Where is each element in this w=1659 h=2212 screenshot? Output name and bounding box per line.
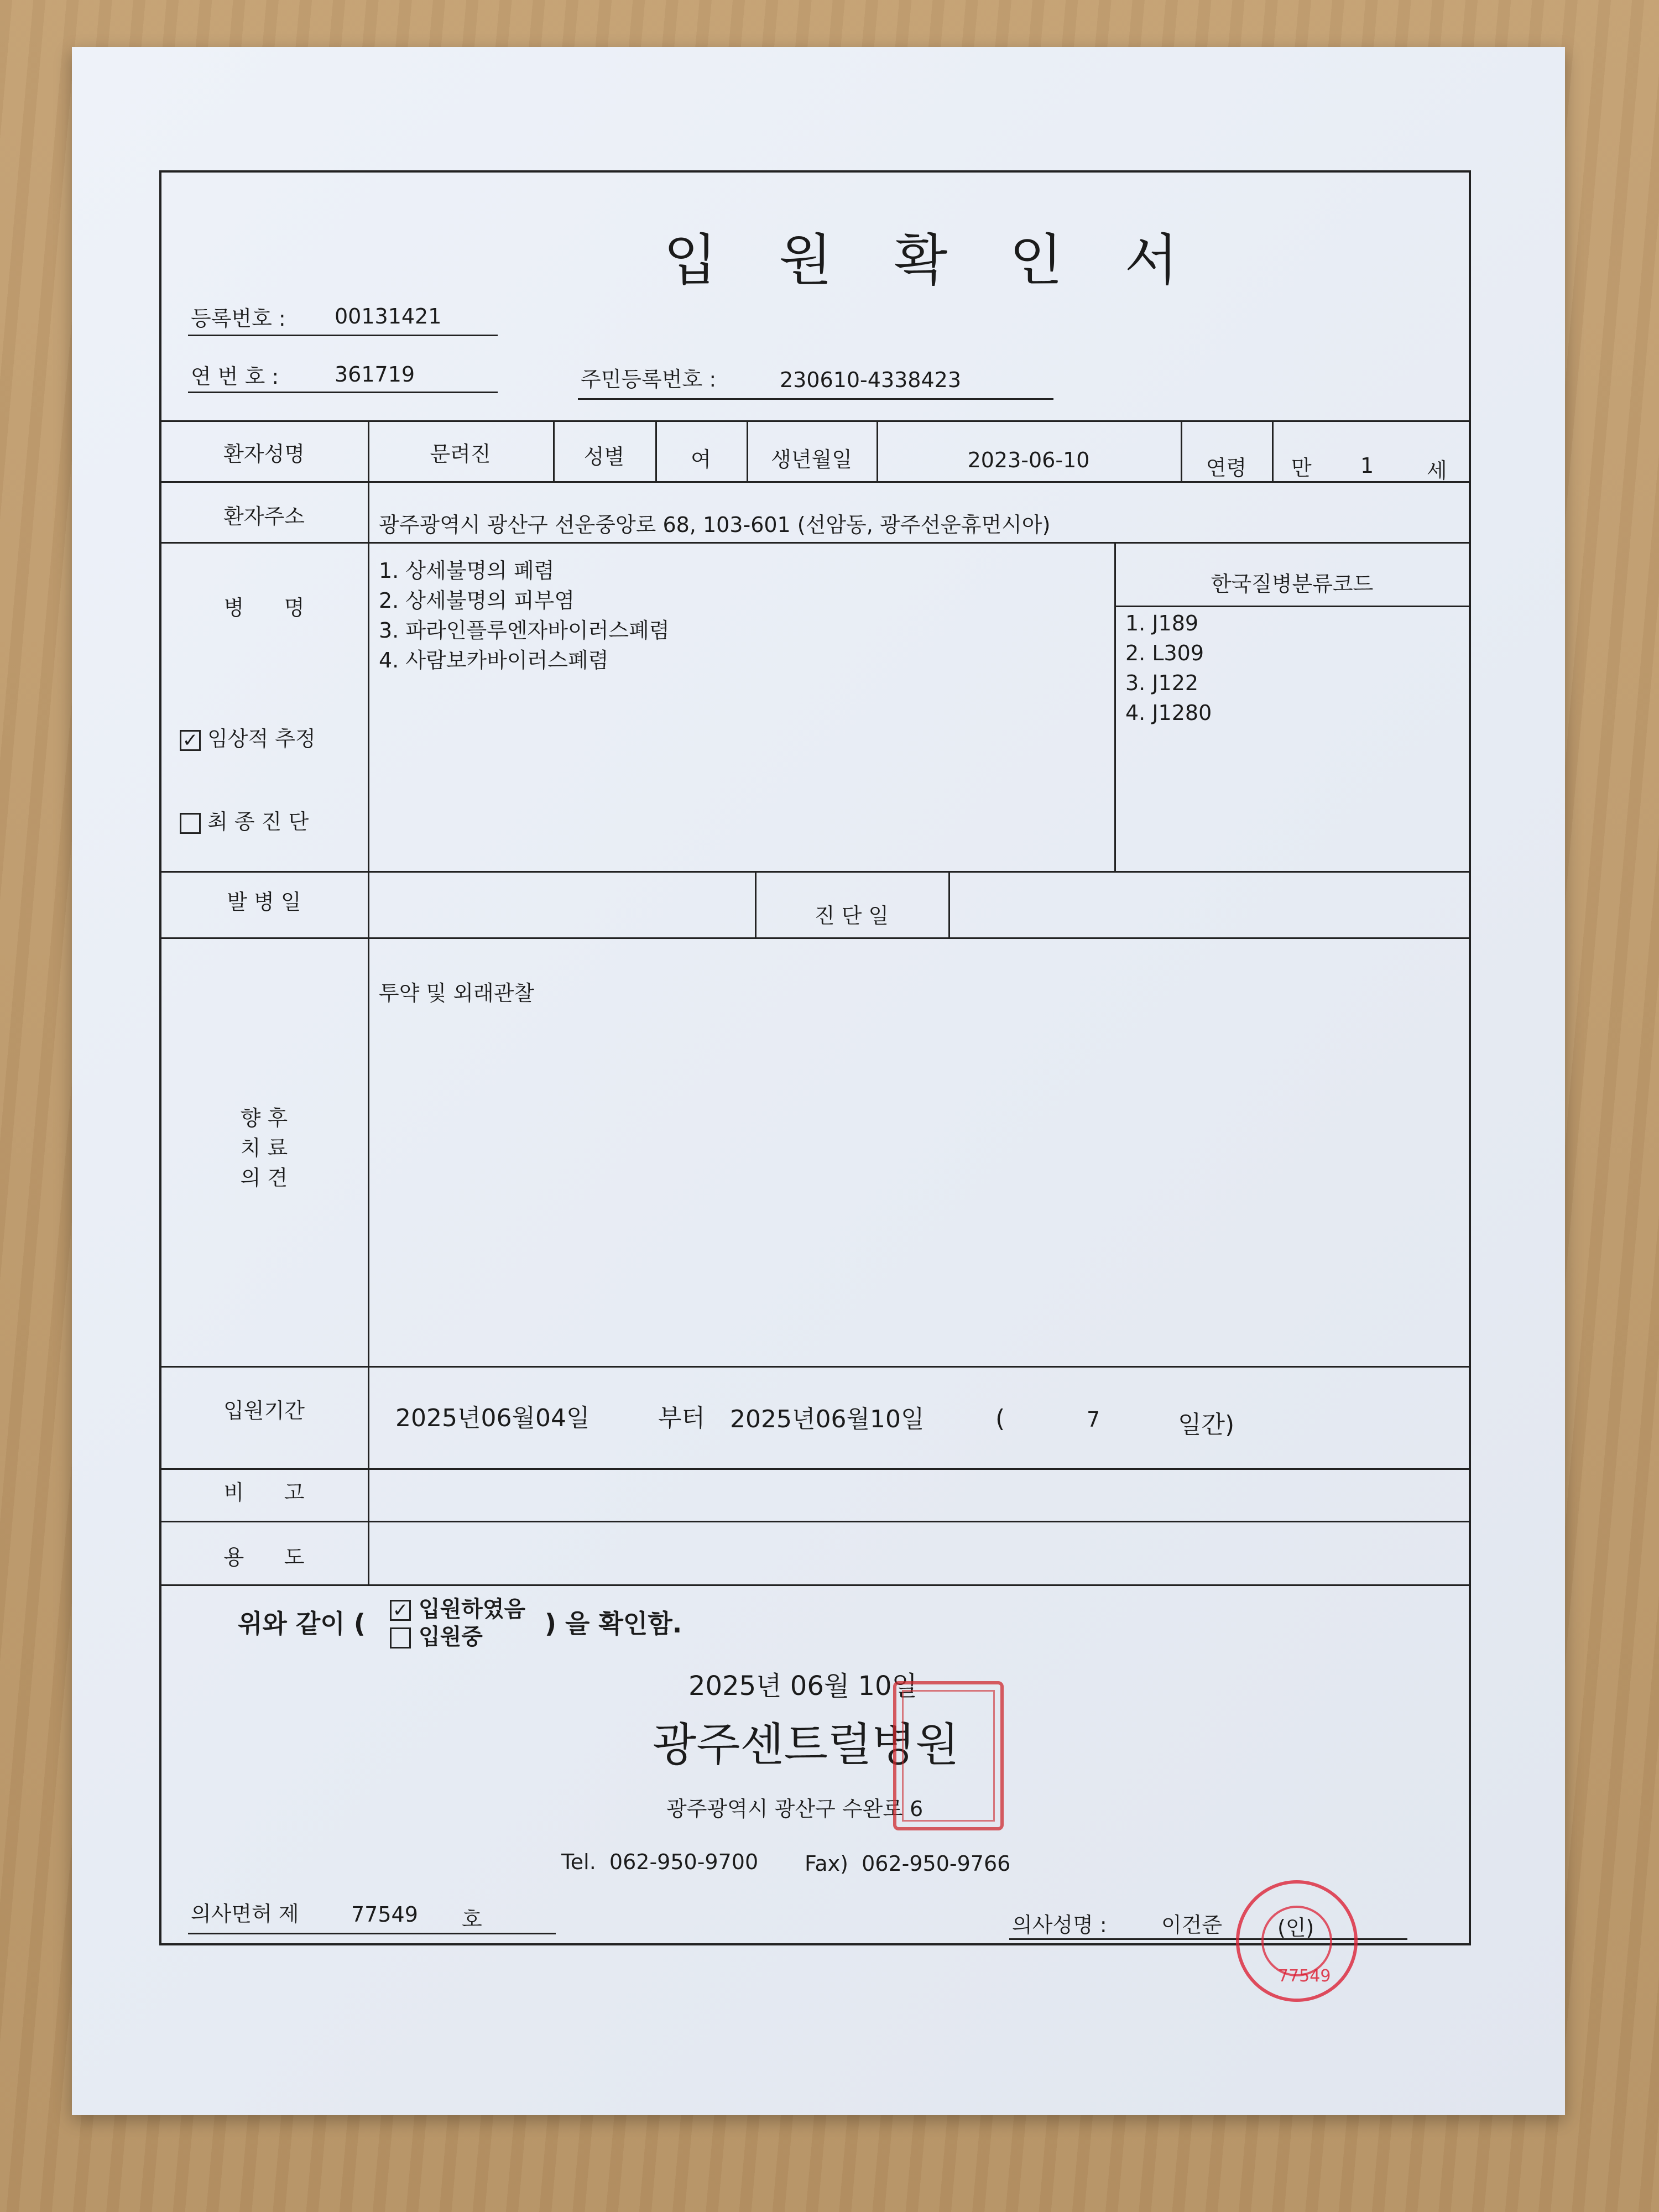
rrn-value: 230610-4338423	[780, 368, 962, 392]
doctor-seal-mark: (인)	[1277, 1916, 1314, 1940]
col-line	[948, 871, 950, 937]
final-diagnosis-option	[180, 805, 309, 835]
admitted-checkbox[interactable]: ✓	[390, 1600, 411, 1621]
confirm-suffix: ) 을 확인함.	[545, 1609, 682, 1639]
doctor-seal	[1236, 1880, 1358, 2002]
kcd-code: 1. J189	[1125, 611, 1199, 635]
diagnosis-item: 2. 상세불명의 피부염	[379, 588, 575, 613]
document-title: 입 원 확 인 서	[664, 228, 1201, 293]
diagnosis-item: 3. 파라인플루엔자바이러스폐렴	[379, 618, 670, 643]
doctor-name-label: 의사성명 :	[1012, 1913, 1107, 1937]
confirm-options	[390, 1595, 525, 1651]
sex-label: 성별	[583, 445, 625, 469]
admitted-option: ✓ 입원하였음	[390, 1595, 525, 1623]
admission-paren-open: (	[995, 1405, 1005, 1433]
serial-label: 연 번 호 :	[191, 364, 279, 389]
hospital-seal	[893, 1681, 1004, 1830]
license-underline	[188, 1933, 556, 1934]
age-unit: 세	[1427, 458, 1447, 483]
clinical-estimate-option	[180, 722, 316, 752]
row-line	[160, 1366, 1470, 1368]
admission-days-unit: 일간)	[1178, 1411, 1235, 1439]
kcd-code-list	[1125, 608, 1212, 728]
table-bottom-line	[160, 1584, 1470, 1586]
reg-no-label: 등록번호 :	[191, 306, 286, 331]
hospital-tel: Tel. 062-950-9700	[561, 1850, 759, 1874]
in-hospital-option: 입원중	[390, 1623, 525, 1651]
row-line	[160, 871, 1470, 873]
clinical-estimate-checkbox[interactable]: ✓	[180, 730, 201, 751]
diagnosis-list	[379, 556, 670, 675]
kcd-code: 4. J1280	[1125, 701, 1212, 725]
remarks-label: 비 고	[223, 1480, 305, 1505]
hospital-address: 광주광역시 광산구 수완로 6	[666, 1797, 924, 1821]
patient-name: 문려진	[430, 442, 491, 466]
kcd-code-header: 한국질병분류코드	[1211, 572, 1374, 596]
admission-end: 2025년06월10일	[730, 1405, 925, 1433]
row-line	[160, 937, 1470, 939]
confirm-prefix: 위와 같이 (	[238, 1609, 366, 1639]
license-suffix: 호	[462, 1907, 482, 1932]
admission-period-label: 입원기간	[223, 1399, 305, 1423]
hospital-fax: Fax) 062-950-9766	[805, 1851, 1011, 1876]
onset-date-label: 발 병 일	[227, 890, 301, 914]
age-prefix: 만	[1291, 456, 1312, 480]
sex-value: 여	[691, 447, 711, 472]
admission-days: 7	[1087, 1407, 1100, 1432]
label-column-line	[368, 420, 369, 1584]
issue-date: 2025년 06월 10일	[688, 1671, 917, 1702]
rrn-label: 주민등록번호 :	[581, 367, 717, 392]
hospital-name: 광주센트럴병원	[653, 1719, 959, 1771]
age-value: 1	[1360, 453, 1374, 478]
doctor-name: 이건준	[1161, 1913, 1223, 1937]
row-line	[160, 481, 1470, 483]
col-line	[1272, 420, 1274, 481]
dob-label: 생년월일	[771, 447, 852, 472]
clinical-estimate-label: 임상적 추정	[207, 727, 316, 751]
diagnosis-date-label: 진 단 일	[814, 904, 889, 928]
address-label: 환자주소	[223, 504, 305, 529]
treatment-opinion: 투약 및 외래관찰	[379, 981, 535, 1005]
license-number: 77549	[351, 1902, 418, 1927]
row-line	[160, 1468, 1470, 1470]
treatment-label: 향 후 치 료 의 견	[240, 1106, 288, 1190]
row-line	[160, 1521, 1470, 1522]
patient-name-label: 환자성명	[223, 442, 305, 466]
dob-value: 2023-06-10	[967, 448, 1090, 472]
diagnosis-item: 1. 상세불명의 폐렴	[379, 559, 555, 583]
doctor-seal-number: 77549	[1278, 1966, 1331, 1986]
final-diagnosis-checkbox[interactable]	[180, 813, 201, 834]
in-hospital-checkbox[interactable]	[390, 1627, 411, 1648]
age-label: 연령	[1206, 456, 1247, 480]
kcd-code: 2. L309	[1125, 641, 1204, 665]
purpose-label: 용 도	[223, 1545, 305, 1569]
address-value: 광주광역시 광산구 선운중앙로 68, 103-601 (선암동, 광주선운휴먼시아)	[379, 513, 1051, 537]
admission-from: 부터	[658, 1404, 706, 1432]
diagnosis-label: 병 명	[223, 596, 305, 620]
code-header-line	[1114, 606, 1470, 607]
admission-start: 2025년06월04일	[395, 1404, 590, 1432]
reg-no-value: 00131421	[335, 304, 442, 328]
license-label: 의사면허 제	[191, 1902, 299, 1926]
serial-value: 361719	[335, 362, 415, 387]
final-diagnosis-label: 최 종 진 단	[207, 810, 309, 834]
row-line	[160, 542, 1470, 544]
diagnosis-item: 4. 사람보카바이러스폐렴	[379, 648, 609, 672]
kcd-code: 3. J122	[1125, 671, 1199, 695]
